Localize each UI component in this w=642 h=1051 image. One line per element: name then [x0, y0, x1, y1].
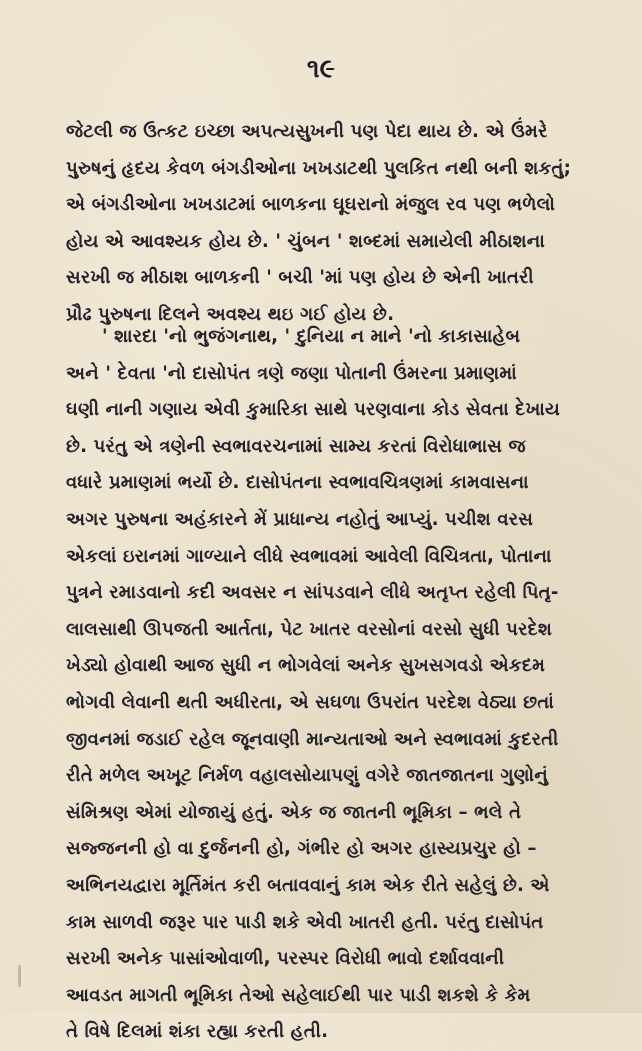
text-line: જેટલી જ ઉત્કટ ઇચ્છા અપત્યસુખની પણ પેદા થાય છે. એ ઉંમરે	[66, 121, 548, 142]
text-line: સજ્જનની હો વા દુર્જનની હો, ગંભીર હો અગર હાસ્યપ્રચુર હો –	[66, 838, 537, 860]
text-line: ભોગવી લેવાની થતી અધીરતા, એ સઘળા ઉપરાંત પરદેશ વેઠ્યા છતાં	[66, 691, 554, 713]
text-line: સરખી જ મીઠાશ બાળકની ' બચી 'માં પણ હોય છે એની ખાતરી	[66, 267, 534, 289]
text-line: વધારે પ્રમાણમાં ભર્યો છે. દાસોપંતના સ્વભાવચિત્રણમાં કામવાસના	[66, 472, 529, 494]
text-line: રીતે મળેલ અખૂટ નિર્મળ વહાલસોયાપણું વગેરે જાતજાતના ગુણોનું	[66, 765, 548, 787]
margin-mark	[18, 965, 21, 987]
text-line: જીવનમાં જડાઈ રહેલ જૂનવાણી માન્યતાઓ અને સ્વભાવમાં કુદરતી	[66, 728, 559, 750]
text-line: અને ' દેવતા 'નો દાસોપંત ત્રણે જણા પોતાની ઉંમરના પ્રમાણમાં	[66, 362, 517, 384]
text-line: સંમિશ્રણ એમાં યોજાયું હતું. એક જ જાતની ભૂમિકા – ભલે તે	[66, 801, 522, 823]
text-line: પુત્રને રમાડવાનો કદી અવસર ન સાંપડવાને લીધે અતૃપ્ત રહેલી પિતૃ-	[66, 582, 559, 604]
paragraph-2	[66, 319, 602, 1051]
text-line: એ બંગડીઓના ખખડાટમાં બાળકના ઘૂઘરાનો મંજુલ રવ પણ ભળેલો	[66, 194, 556, 216]
text-line: ખેડ્યો હોવાથી આજ સુધી ન ભોગવેલાં અનેક સુખસગવડો એકદમ	[66, 655, 546, 677]
text-line: એકલાં ઇરાનમાં ગાળ્યાને લીધે સ્વભાવમાં આવેલી વિચિત્રતા, પોતાના	[66, 545, 552, 567]
text-line: લાલસાથી ઊપજતી આર્તતા, પેટ ખાતર વરસોનાં વરસો સુધી પરદેશ	[66, 618, 552, 640]
text-line: તે વિષે દિલમાં શંકા રહ્યા કરતી હતી.	[66, 1021, 329, 1043]
text-line: સરખી અનેક પાસાંઓવાળી, પરસ્પર વિરોધી ભાવો દર્શાવવાની	[66, 948, 505, 970]
text-line: છે. પરંતુ એ ત્રણેની સ્વભાવરચનામાં સામ્ય કરતાં વિરોધાભાસ જ	[66, 435, 526, 457]
text-line: ' શારદા 'નો ભુજંગનાથ, ' દુનિયા ન માને 'નો કાકાસાહેબ	[102, 326, 521, 347]
text-line: હોય એ આવશ્યક હોય છે. ' ચુંબન ' શબ્દમાં સમાયેલી મીઠાશના	[66, 230, 545, 252]
text-line: પુરુષનું હૃદય કેવળ બંગડીઓના ખખડાટથી પુલકિત નથી બની શકતું;	[66, 157, 571, 179]
text-line: ઘણી નાની ગણાય એવી કુમારિકા સાથે પરણવાના કોડ સેવતા દેખાય	[66, 399, 560, 421]
text-line: આવડત માગતી ભૂમિકા તેઓ સહેલાઈથી પાર પાડી શકશે કે કેમ	[66, 984, 531, 1006]
text-line: અભિનયદ્વારા મૂર્તિમંત કરી બતાવવાનું કામ એક રીતે સહેલું છે. એ	[66, 874, 550, 896]
page-number: ૧૯	[306, 54, 336, 84]
paragraph-1	[66, 114, 602, 334]
text-line: પ્રૌઢ પુરુષના દિલને અવશ્ય થઇ ગઈ હોય છે.	[66, 303, 395, 325]
text-line: અગર પુરુષના અહંકારને મેં પ્રાધાન્ય નહોતું આપ્યું. પચીશ વરસ	[66, 508, 534, 530]
text-line: કામ સાળવી જરૂર પાર પાડી શકે એવી ખાતરી હતી. પરંતુ દાસોપંત	[66, 911, 544, 933]
